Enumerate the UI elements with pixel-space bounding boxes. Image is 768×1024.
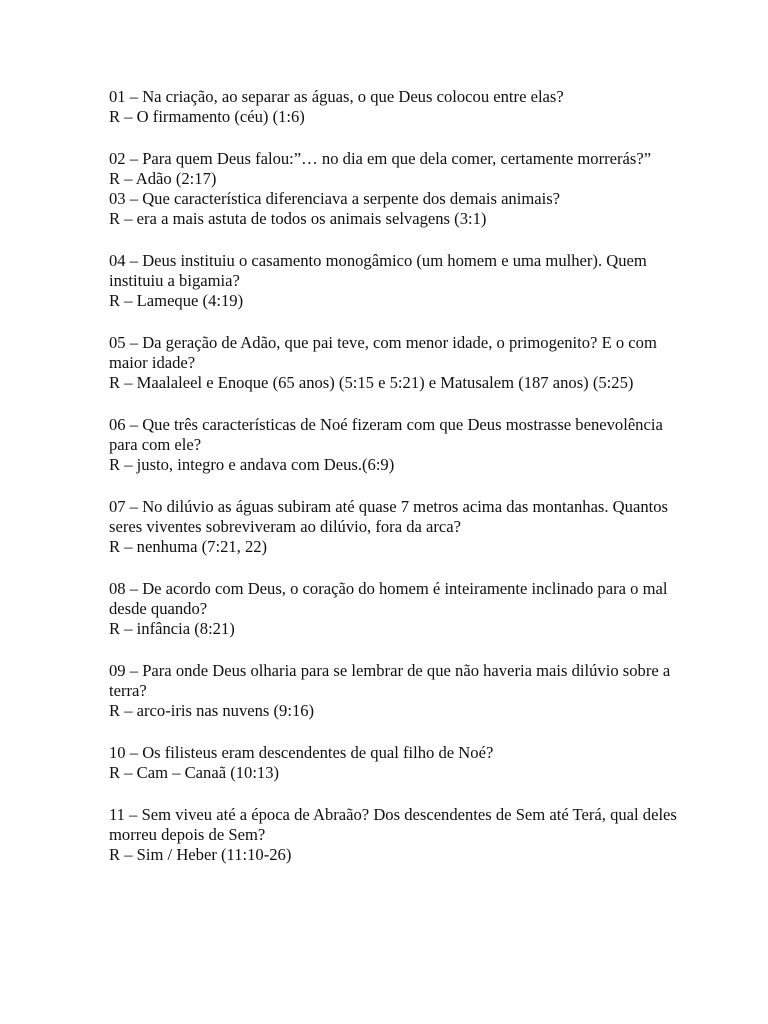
question-text: 02 – Para quem Deus falou:”… no dia em que dela comer, certamente morrerás?” (109, 149, 652, 168)
question-text: 10 – Os filisteus eram descendentes de qual filho de Noé? (109, 743, 494, 762)
qa-item-04 (109, 251, 689, 311)
answer-text: R – Sim / Heber (11:10-26) (109, 845, 292, 864)
qa-item-05 (109, 333, 689, 393)
answer-text: R – Cam – Canaã (10:13) (109, 763, 280, 782)
answer-text: R – era a mais astuta de todos os animais selvagens (3:1) (109, 209, 487, 228)
answer-text: R – nenhuma (7:21, 22) (109, 537, 268, 556)
question-text: 09 – Para onde Deus olharia para se lembrar de que não haveria mais dilúvio sobre a terra? (109, 661, 671, 700)
question-text: 01 – Na criação, ao separar as águas, o que Deus colocou entre elas? (109, 87, 564, 106)
answer-text: R – arco-iris nas nuvens (9:16) (109, 701, 315, 720)
question-text: 03 – Que característica diferenciava a serpente dos demais animais? (109, 189, 561, 208)
qa-item-02 (109, 149, 689, 189)
qa-item-07 (109, 497, 689, 557)
question-text: 05 – Da geração de Adão, que pai teve, com menor idade, o primogenito? E o com maior idade? (109, 333, 657, 372)
question-text: 06 – Que três características de Noé fizeram com que Deus mostrasse benevolência para com ele? (109, 415, 663, 454)
qa-item-08 (109, 579, 689, 639)
qa-item-03 (109, 189, 689, 229)
answer-text: R – infância (8:21) (109, 619, 235, 638)
answer-text: R – Maalaleel e Enoque (65 anos) (5:15 e 5:21) e Matusalem (187 anos) (5:25) (109, 373, 634, 392)
qa-item-10 (109, 743, 689, 783)
question-text: 08 – De acordo com Deus, o coração do homem é inteiramente inclinado para o mal desde quando? (109, 579, 668, 618)
question-text: 11 – Sem viveu até a época de Abraão? Dos descendentes de Sem até Terá, qual deles morreu depois de Sem? (109, 805, 677, 844)
answer-text: R – O firmamento (céu) (1:6) (109, 107, 305, 126)
document-body (109, 87, 689, 865)
qa-item-06 (109, 415, 689, 475)
qa-item-11 (109, 805, 689, 865)
question-text: 07 – No dilúvio as águas subiram até quase 7 metros acima das montanhas. Quantos seres viventes sobreviveram ao dilúvio, fora da arca? (109, 497, 668, 536)
answer-text: R – Lameque (4:19) (109, 291, 244, 310)
qa-item-01 (109, 87, 689, 127)
answer-text: R – justo, integro e andava com Deus.(6:9) (109, 455, 395, 474)
answer-text: R – Adão (2:17) (109, 169, 217, 188)
qa-item-09 (109, 661, 689, 721)
question-text: 04 – Deus instituiu o casamento monogâmico (um homem e uma mulher). Quem instituiu a bigamia? (109, 251, 647, 290)
